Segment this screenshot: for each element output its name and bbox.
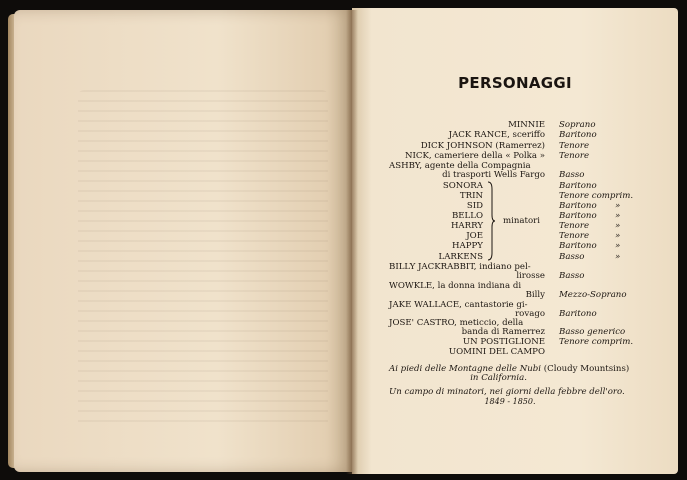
miner-voice: Baritono	[559, 211, 597, 221]
cast-name: BILLY JACKRABBIT, indiano pel-	[389, 262, 531, 272]
setting-place: Montagne delle Nubi	[448, 364, 542, 374]
ditto-mark: »	[615, 241, 621, 251]
miners-brace	[487, 181, 495, 261]
cast-name-cont: banda di Ramerrez	[461, 327, 545, 337]
setting-text: (Cloudy Mountsins)	[541, 364, 630, 374]
miner-voice: Tenore	[559, 221, 590, 231]
cast-name: NICK, cameriere della « Polka »	[404, 151, 545, 161]
cast-voice: Baritono	[559, 309, 597, 319]
cast-name-cont: lirosse	[516, 271, 545, 281]
ditto-mark: »	[615, 201, 621, 211]
setting-line	[389, 387, 625, 397]
cast-name: UN POSTIGLIONE	[462, 337, 545, 347]
cast-voice: Basso generico	[559, 327, 626, 337]
miner-name: JOE	[466, 231, 483, 241]
cast-name: JACK RANCE, sceriffo	[448, 130, 545, 140]
miner-name: LARKENS	[438, 252, 483, 262]
cast-voice: Basso	[559, 271, 585, 281]
setting-emph: minatori	[446, 387, 485, 397]
cast-name: JAKE WALLACE, cantastorie gi-	[389, 300, 528, 310]
cast-name: ASHBY, agente della Compagnia	[389, 161, 531, 171]
left-page	[14, 10, 352, 472]
show-through-text	[78, 90, 328, 430]
cast-voice: Soprano	[559, 120, 596, 130]
miner-name: SONORA	[442, 181, 483, 191]
page-title: PERSONAGGI	[458, 74, 572, 92]
miner-name: BELLO	[451, 211, 483, 221]
cast-name: DICK JOHNSON (Ramerrez)	[420, 141, 545, 151]
miner-voice: Baritono	[559, 241, 597, 251]
setting-text: Un campo di	[389, 387, 447, 397]
miner-name: TRIN	[459, 191, 483, 201]
miner-voice: Tenore	[559, 231, 590, 241]
cast-voice: Tenore	[559, 151, 590, 161]
cast-voice: Tenore	[559, 141, 590, 151]
miners-group-label: minatori	[503, 216, 541, 226]
cast-voice: Mezzo-Soprano	[559, 290, 627, 300]
cast-name: JOSE' CASTRO, meticcio, della	[389, 318, 524, 328]
miner-voice: Baritono	[559, 181, 597, 191]
cast-name: MINNIE	[508, 120, 545, 130]
cast-name-cont: Billy	[525, 290, 545, 300]
miner-voice: Basso	[559, 252, 585, 262]
miner-name: HARRY	[450, 221, 483, 231]
cast-voice: Tenore comprim.	[559, 337, 634, 347]
cast-name: UOMINI DEL CAMPO	[448, 347, 545, 357]
miner-voice: Baritono	[559, 201, 597, 211]
miner-name: HAPPY	[452, 241, 483, 251]
miner-voice: Tenore comprim.	[559, 191, 634, 201]
book-gutter	[346, 10, 358, 474]
cast-name-cont: rovago	[515, 309, 545, 319]
ditto-mark: »	[615, 252, 621, 262]
ditto-mark: »	[615, 211, 621, 221]
cast-voice: Baritono	[559, 130, 597, 140]
setting-text: , nei giorni della febbre dell'oro.	[484, 387, 625, 397]
cast-name-cont: di trasporti Wells Fargo	[442, 170, 545, 180]
ditto-mark: »	[615, 221, 621, 231]
miner-name: SID	[466, 201, 483, 211]
setting-text: Ai piedi delle	[389, 364, 449, 374]
cast-voice: Basso	[559, 170, 585, 180]
setting-years: 1849 - 1850.	[484, 397, 536, 406]
ditto-mark: »	[615, 231, 621, 241]
cast-name: WOWKLE, la donna indiana di	[389, 281, 522, 291]
setting-line: in California.	[470, 373, 527, 383]
